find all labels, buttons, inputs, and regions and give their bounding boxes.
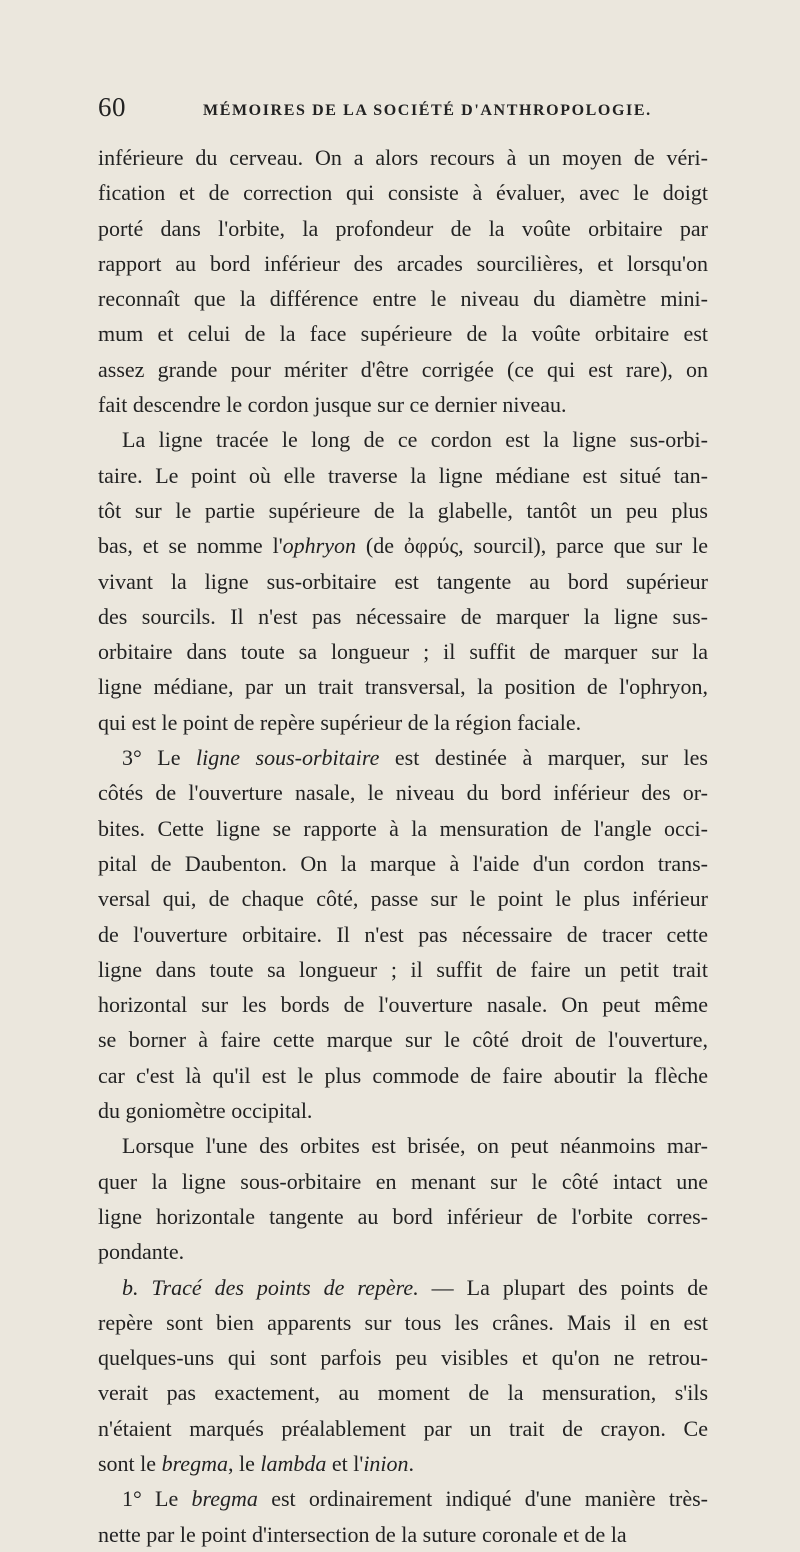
text-line bbox=[98, 1270, 708, 1305]
text-line: du goniomètre occipital. bbox=[98, 1098, 313, 1124]
text-line bbox=[98, 740, 708, 775]
text-line: car c'est là qu'il est le plus commode de faire aboutir la flèche bbox=[98, 1062, 708, 1088]
text-run: 3° Le bbox=[122, 745, 197, 771]
text-line: assez grande pour mériter d'être corrigée (ce qui est rare), on bbox=[98, 356, 708, 382]
text-line: fait descendre le cordon jusque sur ce dernier niveau. bbox=[98, 392, 567, 418]
text-line: porté dans l'orbite, la profondeur de la voûte orbitaire par bbox=[98, 215, 708, 241]
text-run: (de ὀφρύς, sourcil), parce que sur le bbox=[356, 533, 708, 559]
text-line: Lorsque l'une des orbites est brisée, on peut néanmoins mar- bbox=[122, 1133, 708, 1159]
text-line: quelques-uns qui sont parfois peu visibles et qu'on ne retrou- bbox=[98, 1345, 708, 1371]
text-line: vivant la ligne sus-orbitaire est tangente au bord supérieur bbox=[98, 568, 708, 594]
text-line: orbitaire dans toute sa longueur ; il suffit de marquer sur la bbox=[98, 639, 708, 665]
text-line: ligne dans toute sa longueur ; il suffit de faire un petit trait bbox=[98, 956, 708, 982]
term-lambda: lambda bbox=[260, 1450, 327, 1476]
text-line: pondante. bbox=[98, 1239, 185, 1265]
text-line: rapport au bord inférieur des arcades sourcilières, et lorsqu'on bbox=[98, 250, 708, 276]
text-run: bas, et se nomme l' bbox=[98, 533, 283, 559]
section-heading: b. Tracé des points de repère. bbox=[122, 1274, 419, 1300]
text-line: verait pas exactement, au moment de la mensuration, s'ils bbox=[98, 1380, 708, 1406]
text-line: versal qui, de chaque côté, passe sur le point le plus inférieur bbox=[98, 886, 708, 912]
text-line: horizontal sur les bords de l'ouverture nasale. On peut même bbox=[98, 992, 708, 1018]
text-run: 1° Le bbox=[122, 1486, 192, 1512]
text-line: inférieure du cerveau. On a alors recours à un moyen de véri- bbox=[98, 145, 708, 170]
text-line: mum et celui de la face supérieure de la voûte orbitaire est bbox=[98, 321, 708, 347]
text-line: n'étaient marqués préalablement par un trait de crayon. Ce bbox=[98, 1415, 708, 1441]
text-run: est ordinairement indiqué d'une manière très- bbox=[257, 1486, 708, 1512]
page-header bbox=[98, 92, 738, 132]
term-bregma: bregma bbox=[161, 1450, 228, 1476]
text-run: , le bbox=[227, 1450, 261, 1476]
text-line bbox=[98, 528, 708, 563]
text-run: et l' bbox=[326, 1450, 364, 1476]
text-line: repère sont bien apparents sur tous les crânes. Mais il en est bbox=[98, 1309, 708, 1335]
text-line: pital de Daubenton. On la marque à l'aide d'un cordon trans- bbox=[98, 850, 708, 876]
text-line: fication et de correction qui consiste à évaluer, avec le doigt bbox=[98, 180, 708, 206]
text-run: — La plupart des points de bbox=[418, 1274, 708, 1300]
text-line: qui est le point de repère supérieur de la région faciale. bbox=[98, 709, 582, 735]
term-bregma: bregma bbox=[191, 1486, 258, 1512]
text-run: . bbox=[408, 1450, 415, 1476]
text-line: côtés de l'ouverture nasale, le niveau du bord inférieur des or- bbox=[98, 780, 708, 806]
text-line: se borner à faire cette marque sur le côté droit de l'ouverture, bbox=[98, 1027, 708, 1053]
text-line: bites. Cette ligne se rapporte à la mensuration de l'angle occi- bbox=[98, 815, 708, 841]
running-title: MÉMOIRES DE LA SOCIÉTÉ D'ANTHROPOLOGIE. bbox=[203, 102, 652, 119]
text-line: des sourcils. Il n'est pas nécessaire de marquer la ligne sus- bbox=[98, 603, 708, 629]
body-text bbox=[98, 140, 708, 1552]
term-ophryon: ophryon bbox=[282, 533, 356, 559]
page-number: 60 bbox=[98, 92, 126, 122]
term-ligne-sous-orbitaire: ligne sous-orbitaire bbox=[196, 745, 380, 771]
text-line: quer la ligne sous-orbitaire en menant sur le côté intact une bbox=[98, 1168, 708, 1194]
text-line: tôt sur le partie supérieure de la glabelle, tantôt un peu plus bbox=[98, 497, 708, 523]
text-run: sont le bbox=[98, 1450, 162, 1476]
text-line: reconnaît que la différence entre le niveau du diamètre mini- bbox=[98, 286, 708, 312]
text-line: La ligne tracée le long de ce cordon est la ligne sus-orbi- bbox=[122, 427, 708, 453]
term-inion: inion bbox=[363, 1450, 409, 1476]
text-line: nette par le point d'intersection de la suture coronale et de la bbox=[98, 1521, 627, 1547]
text-line: de l'ouverture orbitaire. Il n'est pas nécessaire de tracer cette bbox=[98, 921, 708, 947]
text-line: taire. Le point où elle traverse la ligne médiane est situé tan- bbox=[98, 462, 708, 488]
text-line bbox=[98, 1446, 708, 1481]
text-line bbox=[98, 1481, 708, 1516]
text-line: ligne médiane, par un trait transversal, la position de l'ophryon, bbox=[98, 674, 708, 700]
text-run: est destinée à marquer, sur les bbox=[379, 745, 708, 771]
text-line: ligne horizontale tangente au bord inférieur de l'orbite corres- bbox=[98, 1203, 708, 1229]
